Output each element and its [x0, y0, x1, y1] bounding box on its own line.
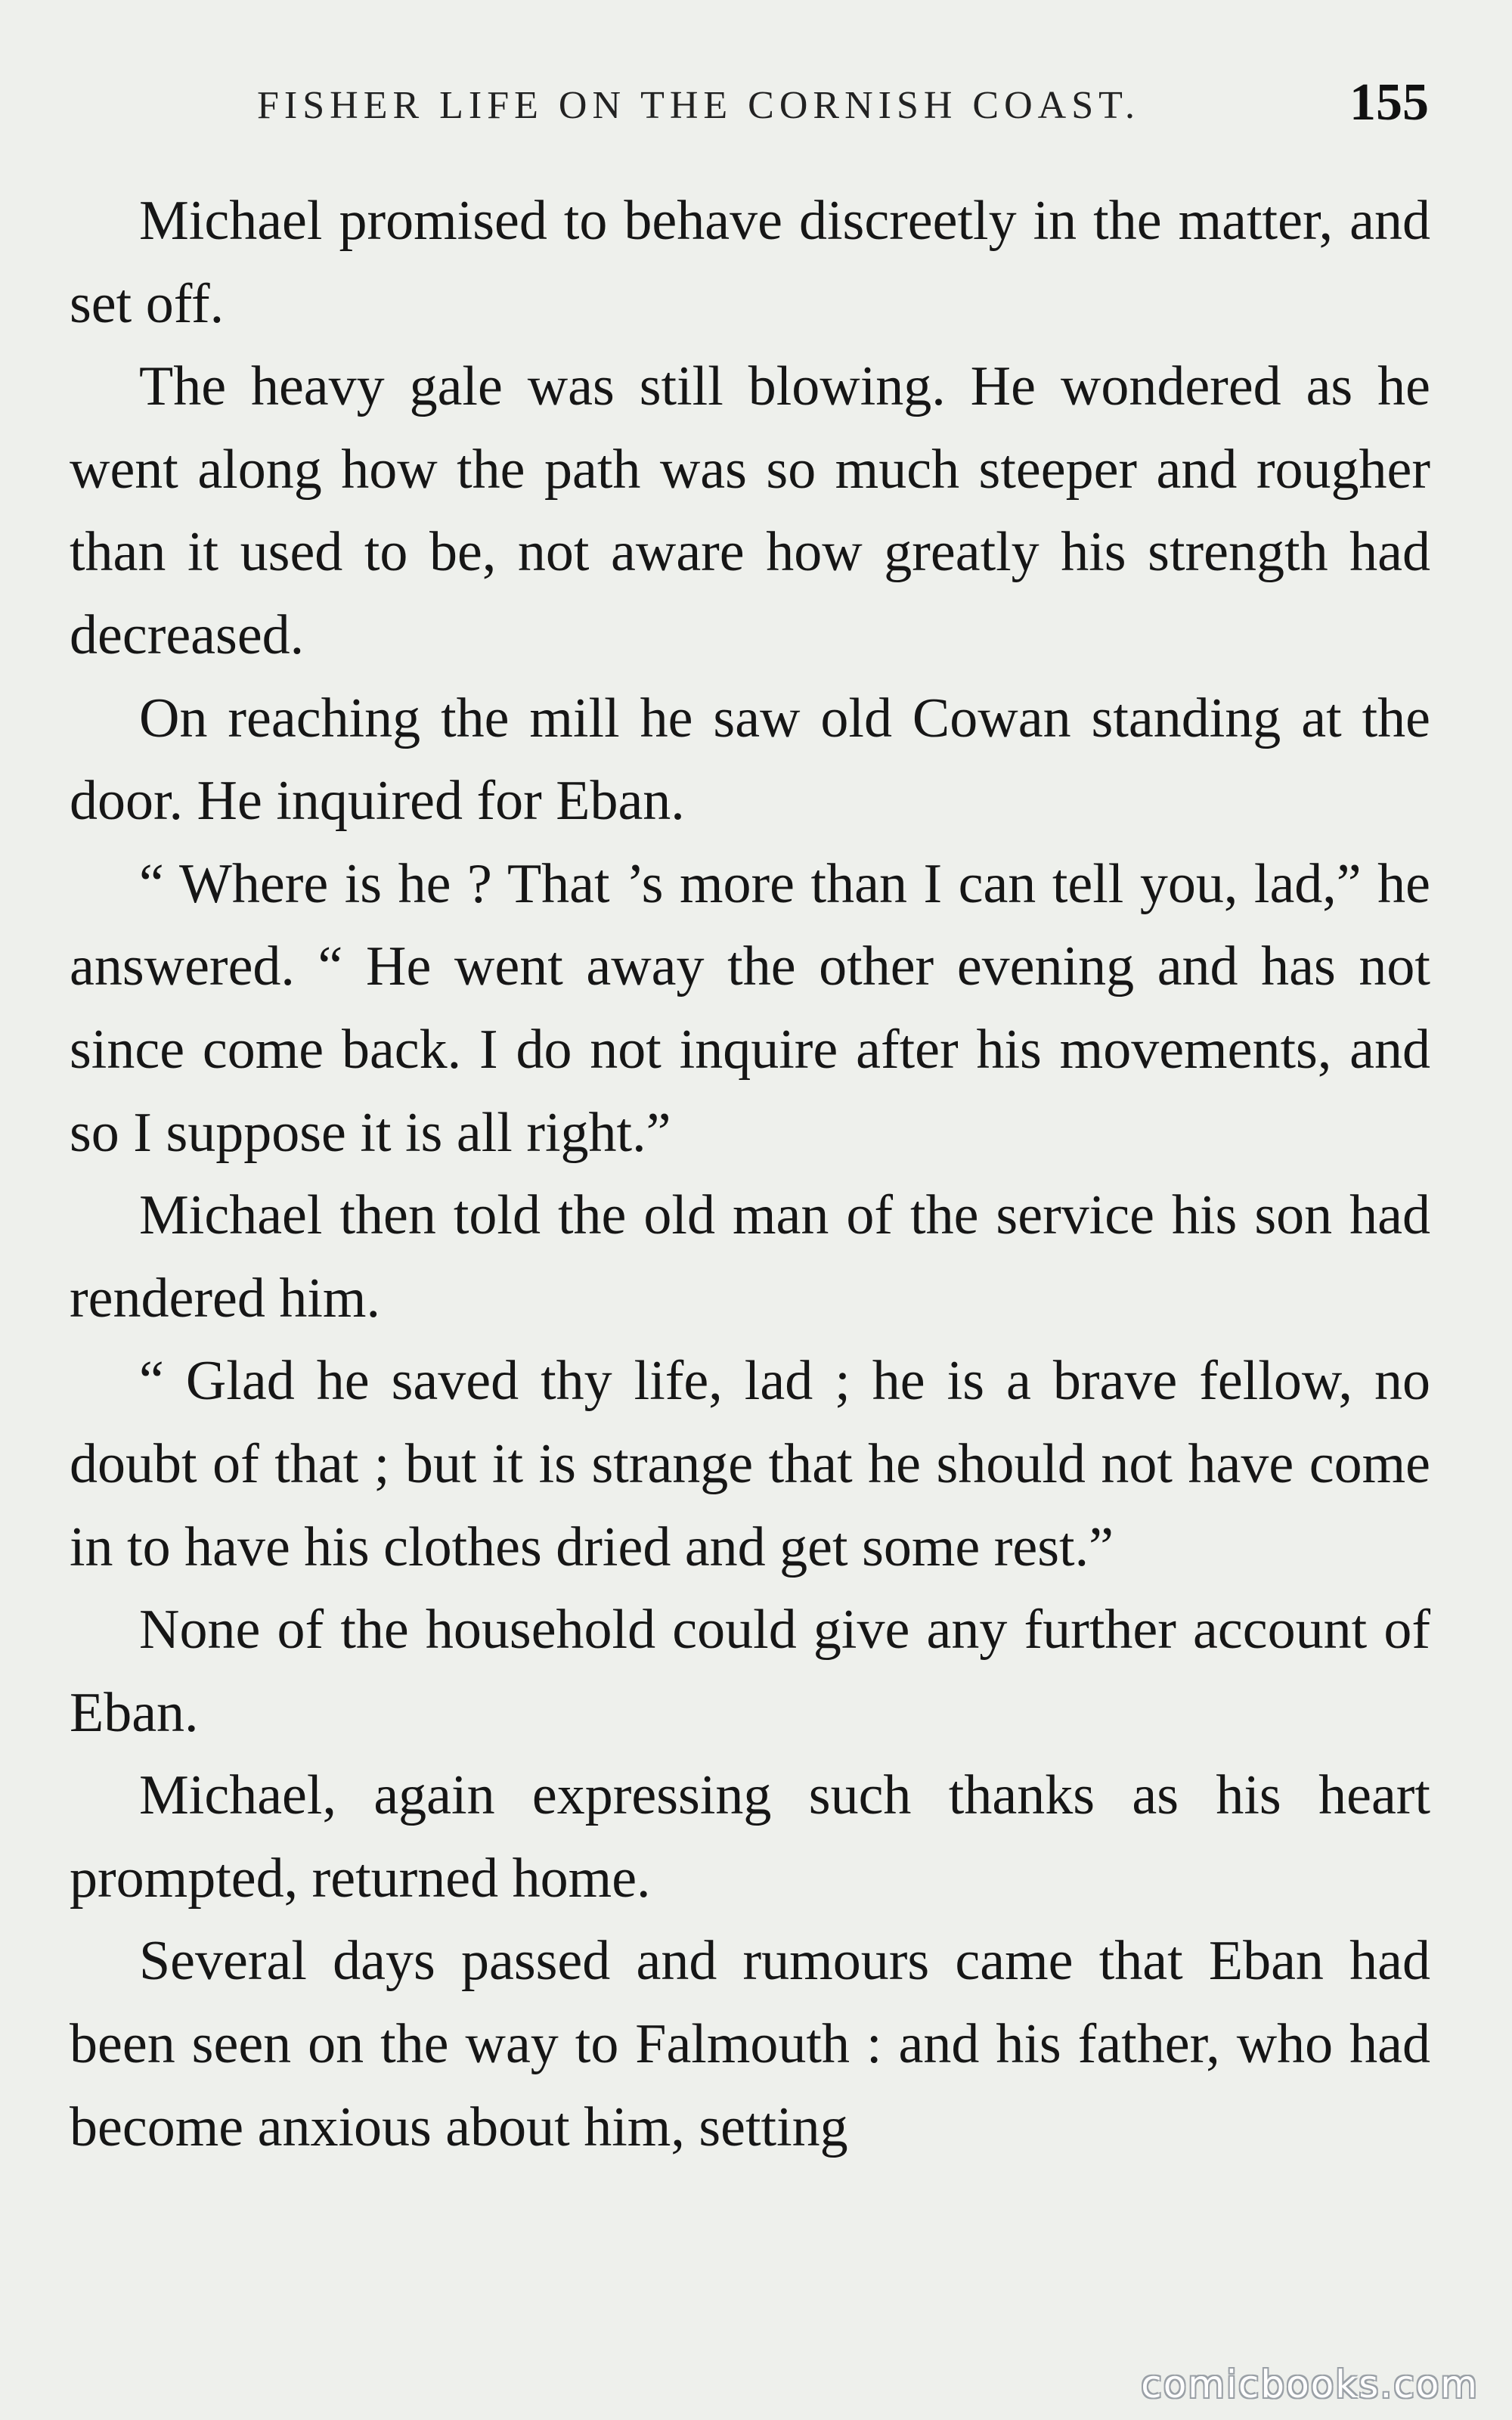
watermark: comicbooks.com	[1141, 2363, 1479, 2406]
paragraph: Michael then told the old man of the service his son had rendered him.	[70, 1184, 1430, 1329]
running-title: FISHER LIFE ON THE CORNISH COAST.	[257, 84, 1141, 127]
paragraph: Michael promised to behave discreetly in the matter, and set off.	[70, 190, 1430, 335]
paragraph: “ Where is he ? That ’s more than I can tell you, lad,” he answered. “ He went away the other evening and has not since come back. I do not inquire after his movements, and so I suppose it is all right.”	[70, 852, 1430, 1164]
paragraph: “ Glad he saved thy life, lad ; he is a brave fellow, no doubt of that ; but it is strange that he should not have come in to have his clothes dried and get some rest.”	[70, 1350, 1430, 1578]
paragraph: Michael, again expressing such thanks as his heart prompted, returned home.	[70, 1764, 1430, 1910]
running-head	[257, 73, 1429, 133]
paragraph: On reaching the mill he saw old Cowan standing at the door. He inquired for Eban.	[70, 687, 1430, 833]
paragraph: None of the household could give any further account of Eban.	[70, 1599, 1430, 1744]
page-number: 155	[1349, 73, 1429, 132]
body-text	[70, 180, 1430, 2169]
paragraph: The heavy gale was still blowing. He wondered as he went along how the path was so much steeper and rougher than it used to be, not aware how greatly his strength had decreased.	[70, 355, 1430, 666]
paragraph: Several days passed and rumours came that Eban had been seen on the way to Falmouth : and his father, who had become anxious about him, setting	[70, 1930, 1430, 2158]
